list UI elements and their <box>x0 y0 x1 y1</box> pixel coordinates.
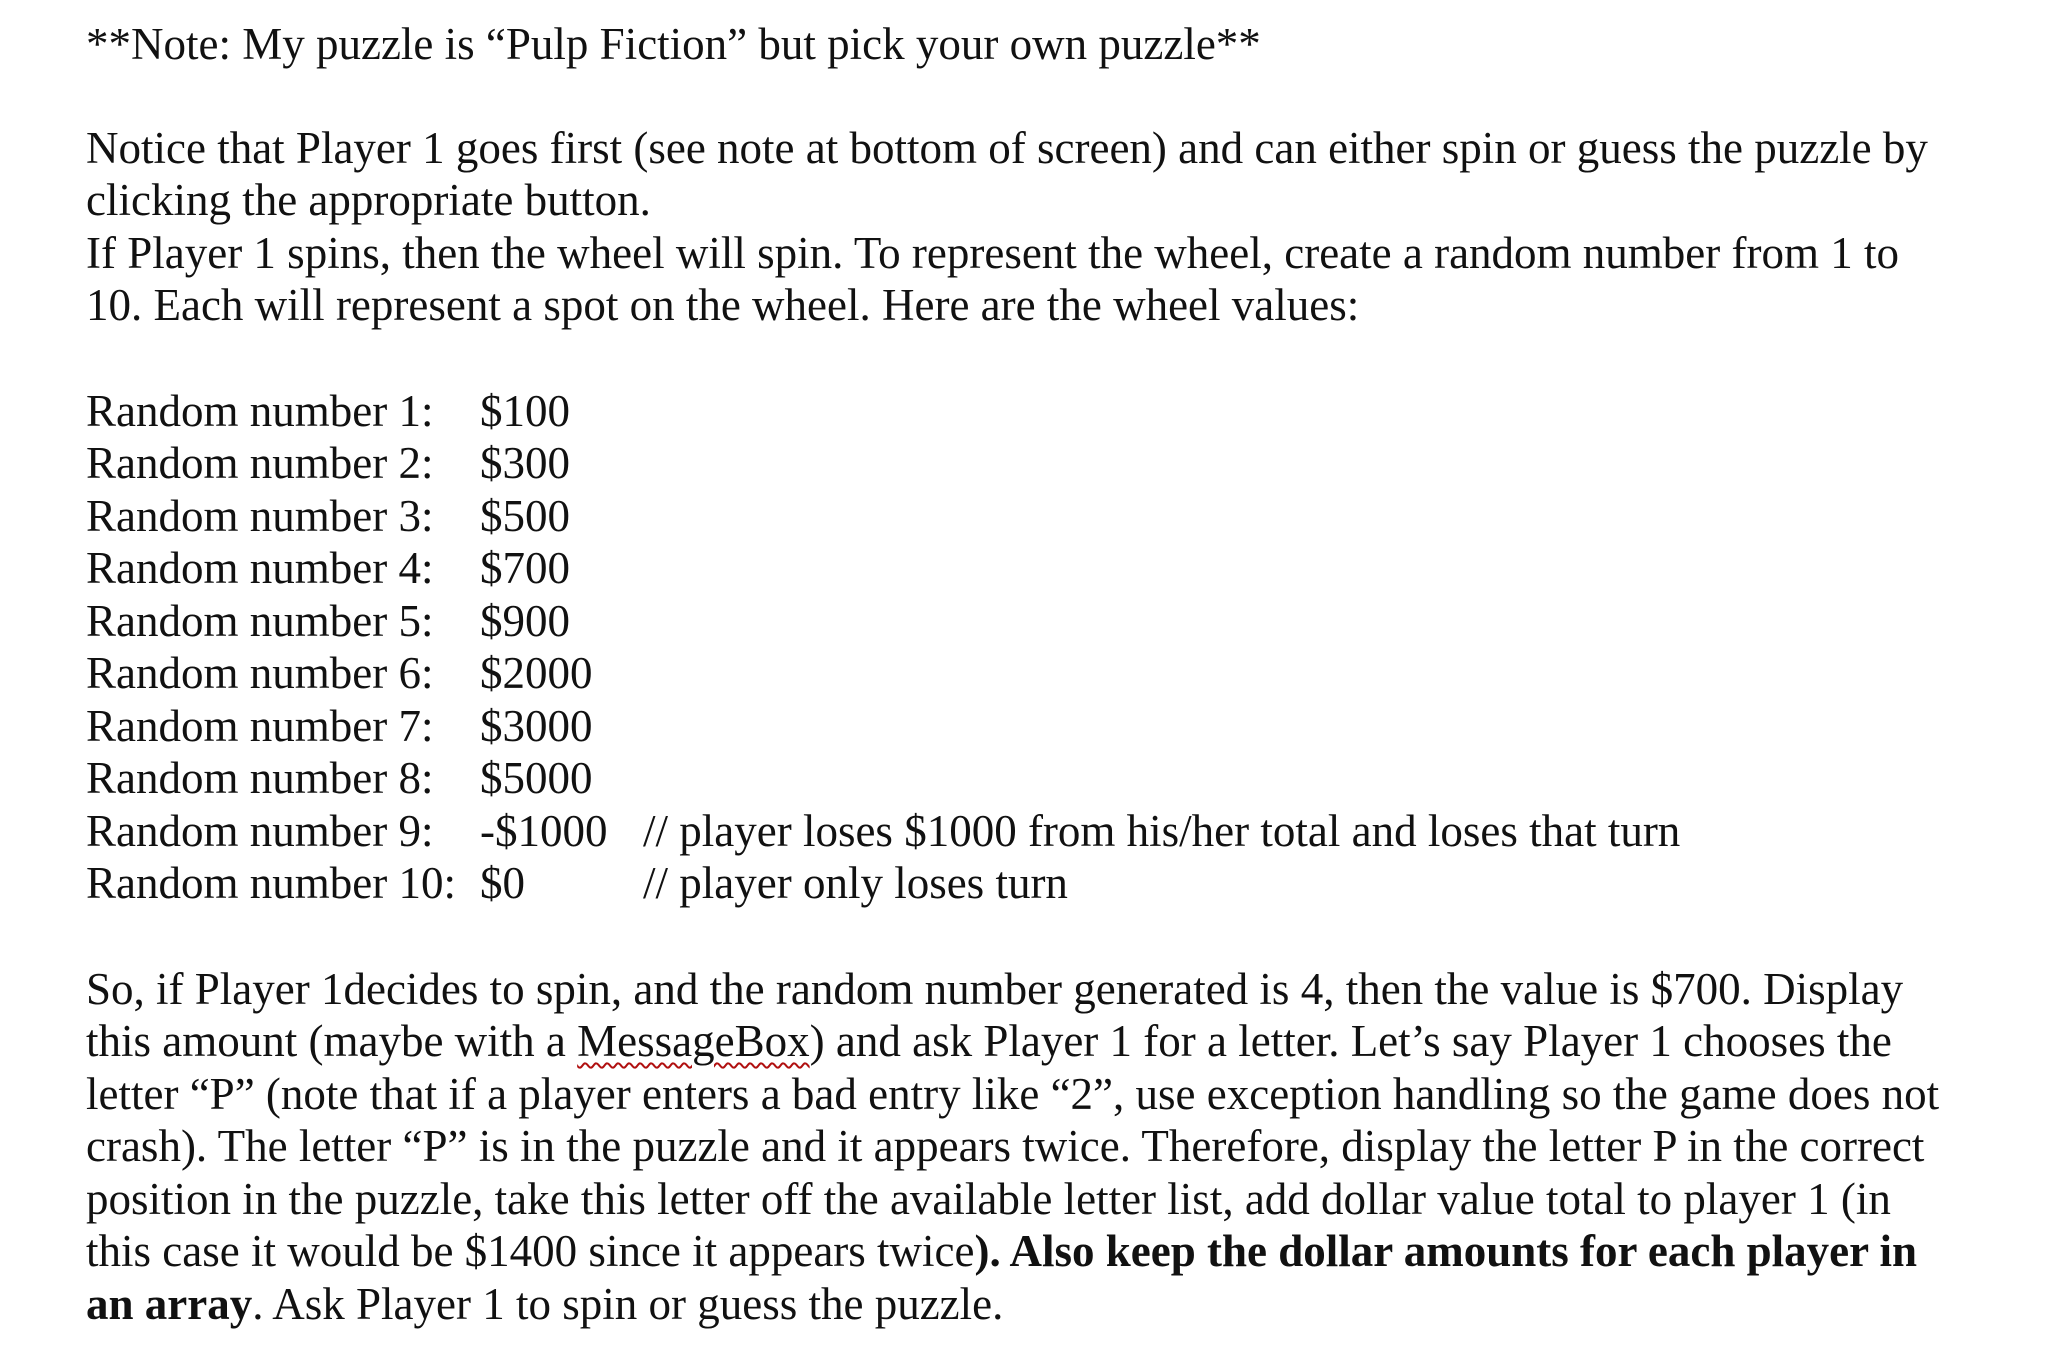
wheel-label: Random number 6: <box>86 648 434 698</box>
example-line-1: So, if Player 1decides to spin, and the random number generated is 4, then the value is $700. Display <box>86 963 1904 1014</box>
note-line: **Note: My puzzle is “Pulp Fiction” but pick your own puzzle** <box>86 19 1261 69</box>
wheel-value: -$1000 <box>480 805 608 856</box>
example-line-7-end: . Ask Player 1 to spin or guess the puzzle. <box>252 1278 1004 1329</box>
example-line-2-start: this amount (maybe with a <box>86 1016 578 1066</box>
wheel-comment: // player only loses turn <box>643 858 1068 908</box>
example-line-5: position in the puzzle, take this letter off the available letter list, add dollar value total to player 1 (in <box>86 1173 1891 1224</box>
wheel-label: Random number 4: <box>86 543 434 593</box>
intro-line-2: clicking the appropriate button. <box>86 175 651 225</box>
wheel-row <box>86 437 2016 490</box>
example-line-2-end: ) and ask Player 1 for a letter. Let’s say Player 1 chooses the <box>809 1016 1892 1066</box>
wheel-row <box>86 385 2016 438</box>
bold-instruction-end: an array <box>86 1278 253 1329</box>
wheel-row <box>86 647 2016 700</box>
wheel-row <box>86 542 2016 595</box>
wheel-row <box>86 490 2016 543</box>
wheel-row <box>86 752 2016 805</box>
wheel-row <box>86 805 2016 858</box>
wheel-label: Random number 3: <box>86 490 434 541</box>
wheel-value: $3000 <box>480 700 593 751</box>
wheel-label: Random number 8: <box>86 753 434 803</box>
wheel-label: Random number 2: <box>86 438 434 488</box>
example-line-2 <box>86 1015 2016 1068</box>
wheel-label: Random number 7: <box>86 700 434 751</box>
wheel-label: Random number 1: <box>86 385 434 436</box>
wheel-label: Random number 9: <box>86 805 434 856</box>
wheel-comment: // player loses $1000 from his/her total and loses that turn <box>643 805 1681 856</box>
intro-paragraph <box>86 122 2016 332</box>
wheel-row <box>86 595 2016 648</box>
wheel-value: $300 <box>480 438 570 488</box>
example-line-4: crash). The letter “P” is in the puzzle and it appears twice. Therefore, display the letter P in the correct <box>86 1121 1925 1171</box>
wheel-row <box>86 857 2016 910</box>
intro-line-3: If Player 1 spins, then the wheel will spin. To represent the wheel, create a random number from 1 to <box>86 227 1899 278</box>
wheel-value: $900 <box>480 595 570 646</box>
document-body <box>86 18 2016 1330</box>
spellcheck-word: MessageBox <box>577 1016 810 1066</box>
intro-line-4: 10. Each will represent a spot on the wheel. Here are the wheel values: <box>86 280 1360 330</box>
wheel-value: $2000 <box>480 648 593 698</box>
intro-line-1: Notice that Player 1 goes first (see note at bottom of screen) and can either spin or guess the puzzle by <box>86 122 1928 173</box>
example-paragraph <box>86 963 2016 1331</box>
example-line-6 <box>86 1225 2016 1278</box>
wheel-label: Random number 10: <box>86 858 456 908</box>
wheel-value: $0 <box>480 858 525 908</box>
wheel-value: $100 <box>480 385 570 436</box>
bold-instruction: ). Also keep the dollar amounts for each player in <box>974 1226 1918 1276</box>
example-line-6-start: this case it would be $1400 since it appears twice <box>86 1226 975 1276</box>
example-line-3: letter “P” (note that if a player enters a bad entry like “2”, use exception handling so the game does not <box>86 1068 1940 1119</box>
wheel-value: $500 <box>480 490 570 541</box>
wheel-value: $5000 <box>480 753 593 803</box>
wheel-values-list <box>86 385 2016 910</box>
wheel-value: $700 <box>480 543 570 593</box>
wheel-row <box>86 700 2016 753</box>
example-line-7 <box>86 1278 2016 1331</box>
wheel-label: Random number 5: <box>86 595 434 646</box>
